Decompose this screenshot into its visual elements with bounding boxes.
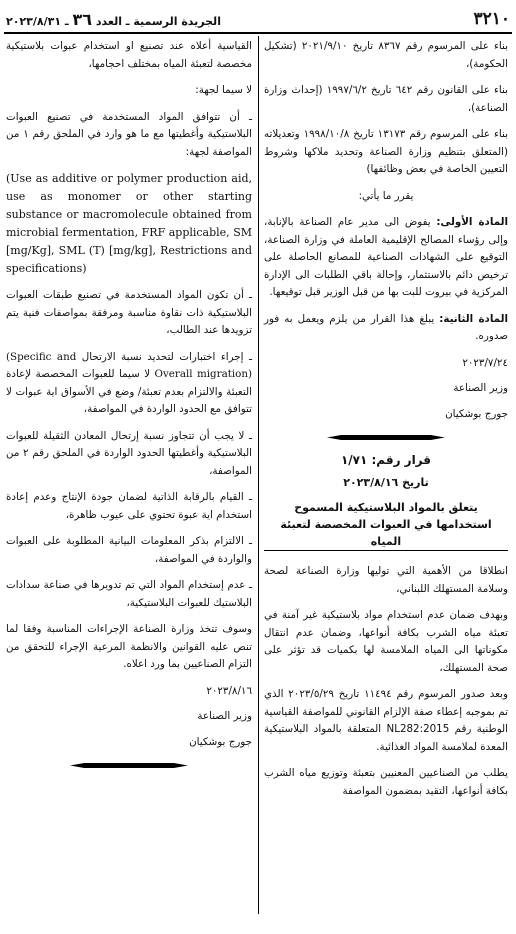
signature-block-2: [6, 683, 252, 752]
journal-header: [6, 10, 221, 29]
body-paragraph: ـ لا يجب أن تتجاوز نسبة إرتحال المعادن الثقيلة للعبوات البلاستيكية وأغطيتها الحدود الواردة في الملحق رقم ٢ من المواصفة،: [6, 429, 252, 477]
article-2-text: يبلغ هذا القرار من يلزم ويعمل به فور صدوره.: [264, 312, 508, 342]
right-column: [264, 38, 508, 809]
basis-paragraph: بناء على المرسوم رقم ٨٣٦٧ تاريخ ٢٠٢١/٩/١٠ (تشكيل الحكومة)،: [264, 40, 508, 70]
body-paragraph: لا سيما لجهة:: [195, 84, 252, 96]
body-paragraph: انطلاقا من الأهمية التي توليها وزارة الصناعة لصحة وسلامة المستهلك اللبناني،: [264, 565, 508, 595]
migration-text-a: ـ إجراء اختبارات لتحديد نسبة الارتحال: [81, 350, 252, 363]
basis-paragraph: بناء على القانون رقم ٦٤٢ تاريخ ١٩٩٧/٦/٢ (إحداث وزارة الصناعة)،: [264, 84, 508, 114]
english-specification: (Use as additive or polymer production aid, use as monomer or other starting substance or macromolecule obtained from microbial fermentation, FRF applicable, SM [mg/Kg], SML (T) [mg/kg], Restrictions and specifications): [6, 172, 252, 275]
article-1-text: يفوض الى مدير عام الصناعة بالإنابة، وإلى رؤساء المصالح الإقليمية العاملة في وزارة الصناعة، التوقيع على الشهادات الصناعية للمصانع الحاصلة على ترخيص دائم بالاستثمار، وإحالة باقي الطلبات الى الإدارة المركزية في بيروت للبت بها من قبل الوزير قبل توقيعها.: [264, 216, 508, 298]
body-paragraph: ـ القيام بالرقابة الذاتية لضمان جودة الإنتاج وعدم إعادة استخدام اية عبوة تحتوي على عيوب ظاهرة،: [6, 491, 252, 521]
column-divider: [258, 36, 259, 914]
section-separator: [327, 435, 445, 440]
body-paragraph: يطلب من الصناعيين المعنيين بتعبئة وتوزيع مياه الشرب بكافة أنواعها، التقيد بمضمون المواصفة: [264, 767, 508, 797]
article-1-label: المادة الأولى:: [436, 216, 508, 228]
decision-title: قرار رقم: ١/٧١: [340, 453, 432, 467]
article-1: [264, 214, 508, 302]
body-paragraph: ـ الالتزام بذكر المعلومات البيانية المطلوبة على العبوات والواردة في المواصفة،: [6, 535, 252, 565]
body-paragraph: ـ عدم إستخدام المواد التي تم تدويرها في صناعة سدادات البلاستيك للعبوات البلاستيكية،: [6, 579, 252, 609]
body-paragraph: القياسية أعلاه عند تصنيع او استخدام عبوات بلاستيكية مخصصة لتعبئة المياه بمختلف احجامها،: [6, 40, 252, 70]
decides-line: يقرر ما يأتي:: [358, 189, 414, 202]
subject-line-2: استخدامها في العبوات المخصصة لتعبئة المياه: [264, 516, 508, 551]
decision-date: تاريخ ٢٠٢٣/٨/١٦: [343, 475, 429, 489]
body-paragraph: وبعد صدور المرسوم رقم ١١٤٩٤ تاريخ ٢٠٢٣/٥/٢٩ الذي تم بموجبه إعطاء صفة الإلزام القانوني للمواصفة القياسية الوطنية رقم NL282:2015 المتعلقة بالمواد البلاستيكية المعدة لملامسة المواد الغذائية.: [264, 688, 509, 753]
migration-english: (Specific and Overall migration): [6, 350, 252, 380]
issue-number: ٣٦: [72, 9, 93, 29]
body-paragraph: وبهدف ضمان عدم استخدام مواد بلاستيكية غير آمنة في تعبئة مياه الشرب بكافة أنواعها، وضمان عدم انتقال مكوناتها الى المياه الملامسة لها بكميات قد تؤثر على صحة المستهلك،: [264, 609, 508, 674]
signature-name: جورج بوشكيان: [445, 407, 508, 420]
left-column: [6, 38, 252, 780]
body-paragraph: ـ أن تكون المواد المستخدمة في تصنيع طبقات العبوات البلاستيكية ذات نقاوة مناسبة ومرفقة بمواصفات فنية يتم تزويدها عند الطالب،: [6, 289, 252, 336]
article-2: [264, 311, 508, 346]
end-separator: [70, 763, 188, 768]
issue-date: ـ ٢٠٢٣/٨/٣١: [6, 14, 69, 28]
migration-text-b: لا سيما للعبوات المخصصة لإعادة التعبئة والالتزام بعدم تعبئة/ وضع في الأسواق اية عبوات لا تتوافق مع الحدود الواردة في المواصفة،: [6, 368, 252, 415]
subject-line-1: يتعلق بالمواد البلاستيكية المسموح: [294, 501, 478, 514]
journal-name: الجريدة الرسمية ـ العدد: [95, 14, 221, 28]
page-header: [6, 6, 510, 32]
article-2-label: المادة الثانية:: [439, 312, 508, 325]
basis-paragraph: بناء على المرسوم رقم ١٣١٧٣ تاريخ ١٩٩٨/١٠/٨ وتعديلاته (المتعلق بتنظيم وزارة الصناعة وتحديد ملاكها وشروط التعيين الخاصة في بعض وظائفها): [264, 128, 508, 175]
signature-title: وزير الصناعة: [197, 710, 252, 722]
body-paragraph: ـ أن تتوافق المواد المستخدمة في تصنيع العبوات البلاستيكية وأغطيتها مع ما هو وارد في الملحق رقم ١ من المواصفة لجهة:: [6, 110, 252, 158]
decision-subject: [264, 499, 508, 551]
page-number: ٣٢١٠: [473, 9, 510, 29]
header-rule: [4, 32, 512, 34]
body-paragraph: وسوف تتخذ وزارة الصناعة الإجراءات المناسبة وفقا لما تنص عليه القوانين والانظمة المرعية الإجراء للتحقق من التزام الصناعيين بما ورد اعلاه.: [6, 623, 252, 670]
signature-block-1: [264, 355, 508, 424]
signature-date: ٢٠٢٣/٧/٢٤: [462, 356, 508, 369]
signature-title: وزير الصناعة: [453, 382, 508, 394]
signature-name: جورج بوشكيان: [189, 735, 252, 748]
signature-date: ٢٠٢٣/٨/١٦: [206, 684, 252, 697]
migration-paragraph: [6, 349, 252, 419]
